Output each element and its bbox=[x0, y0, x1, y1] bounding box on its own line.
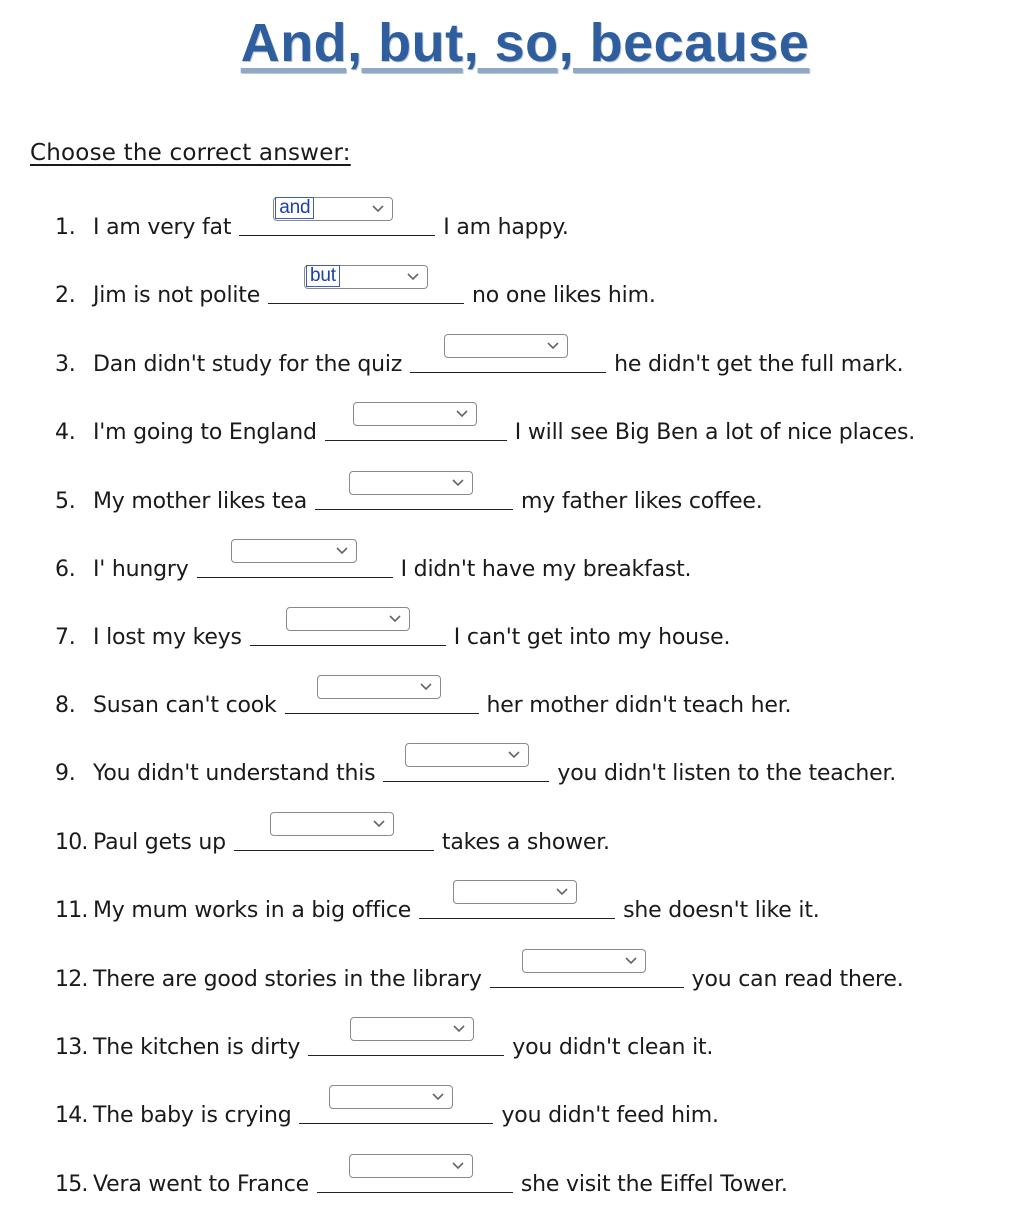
question-number: 11. bbox=[55, 898, 88, 923]
question-text-before: The baby is crying bbox=[93, 1103, 292, 1128]
instruction-heading: Choose the correct answer: bbox=[30, 140, 351, 166]
answer-dropdown[interactable] bbox=[453, 880, 577, 904]
answer-dropdown[interactable] bbox=[349, 471, 473, 495]
answer-dropdown[interactable] bbox=[350, 1017, 474, 1041]
answer-blank bbox=[490, 957, 684, 988]
selected-answer: and bbox=[275, 197, 314, 219]
answer-blank bbox=[250, 615, 446, 646]
question-text-after: my father likes coffee. bbox=[521, 489, 763, 514]
answer-blank bbox=[383, 751, 549, 782]
answer-dropdown[interactable] bbox=[405, 743, 529, 767]
chevron-down-icon bbox=[419, 679, 433, 693]
answer-dropdown[interactable] bbox=[270, 812, 394, 836]
question-text-after: you didn't feed him. bbox=[501, 1103, 719, 1128]
chevron-down-icon bbox=[451, 475, 465, 489]
chevron-down-icon bbox=[372, 816, 386, 830]
answer-blank bbox=[299, 1093, 493, 1124]
question-8 bbox=[55, 678, 791, 718]
answer-blank bbox=[410, 342, 606, 373]
chevron-down-icon bbox=[624, 953, 638, 967]
question-14 bbox=[55, 1088, 719, 1128]
answer-dropdown[interactable] bbox=[273, 197, 393, 221]
question-15 bbox=[55, 1157, 788, 1197]
question-text-after: no one likes him. bbox=[472, 283, 656, 308]
chevron-down-icon bbox=[555, 884, 569, 898]
answer-blank bbox=[419, 888, 615, 919]
answer-blank bbox=[239, 197, 435, 236]
answer-blank bbox=[285, 683, 479, 714]
answer-dropdown[interactable] bbox=[329, 1085, 453, 1109]
question-text-after: I can't get into my house. bbox=[453, 625, 731, 650]
chevron-down-icon bbox=[371, 201, 385, 215]
question-6 bbox=[55, 542, 691, 582]
answer-dropdown[interactable] bbox=[349, 1154, 473, 1178]
question-7 bbox=[55, 610, 730, 650]
answer-dropdown[interactable] bbox=[231, 539, 357, 563]
chevron-down-icon bbox=[546, 338, 560, 352]
answer-dropdown[interactable] bbox=[304, 265, 428, 289]
answer-blank bbox=[197, 547, 393, 578]
answer-dropdown[interactable] bbox=[317, 675, 441, 699]
question-text-before: My mother likes tea bbox=[93, 489, 308, 514]
question-13 bbox=[55, 1020, 713, 1060]
question-10 bbox=[55, 815, 610, 855]
chevron-down-icon bbox=[452, 1021, 466, 1035]
question-12 bbox=[55, 952, 904, 992]
question-number: 3. bbox=[55, 352, 76, 377]
chevron-down-icon bbox=[335, 543, 349, 557]
chevron-down-icon bbox=[406, 269, 420, 283]
question-number: 9. bbox=[55, 761, 76, 786]
question-number: 12. bbox=[55, 967, 88, 992]
selected-answer: but bbox=[306, 265, 340, 287]
question-text-before: You didn't understand this bbox=[93, 761, 376, 786]
chevron-down-icon bbox=[455, 406, 469, 420]
question-11 bbox=[55, 883, 820, 923]
question-4 bbox=[55, 405, 915, 445]
answer-blank bbox=[308, 1025, 504, 1056]
answer-blank bbox=[268, 265, 464, 304]
question-number: 13. bbox=[55, 1035, 88, 1060]
question-number: 6. bbox=[55, 557, 76, 582]
question-1 bbox=[55, 197, 569, 240]
answer-blank bbox=[234, 820, 434, 851]
question-number: 14. bbox=[55, 1103, 88, 1128]
answer-blank bbox=[325, 410, 507, 441]
question-text-before: Paul gets up bbox=[93, 830, 226, 855]
question-number: 15. bbox=[55, 1172, 88, 1197]
answer-blank bbox=[315, 479, 513, 510]
question-text-after: she doesn't like it. bbox=[623, 898, 820, 923]
question-number: 4. bbox=[55, 420, 76, 445]
question-text-after: I will see Big Ben a lot of nice places. bbox=[514, 420, 916, 445]
question-text-after: I didn't have my breakfast. bbox=[400, 557, 692, 582]
question-number: 5. bbox=[55, 489, 76, 514]
question-number: 7. bbox=[55, 625, 76, 650]
answer-dropdown[interactable] bbox=[353, 402, 477, 426]
question-text-before: My mum works in a big office bbox=[93, 898, 412, 923]
question-text-before: Vera went to France bbox=[93, 1172, 309, 1197]
worksheet-title: And, but, so, because bbox=[240, 13, 810, 73]
question-text-after: her mother didn't teach her. bbox=[486, 693, 792, 718]
question-number: 2. bbox=[55, 283, 76, 308]
question-3 bbox=[55, 337, 903, 377]
answer-dropdown[interactable] bbox=[444, 334, 568, 358]
answer-blank bbox=[317, 1162, 513, 1193]
chevron-down-icon bbox=[507, 747, 521, 761]
question-text-before: Dan didn't study for the quiz bbox=[93, 352, 403, 377]
question-text-before: I lost my keys bbox=[93, 625, 242, 650]
chevron-down-icon bbox=[451, 1158, 465, 1172]
question-text-after: you didn't clean it. bbox=[512, 1035, 714, 1060]
chevron-down-icon bbox=[388, 611, 402, 625]
question-text-before: I am very fat bbox=[93, 215, 232, 240]
question-text-before: The kitchen is dirty bbox=[93, 1035, 301, 1060]
question-5 bbox=[55, 474, 763, 514]
question-number: 1. bbox=[55, 215, 76, 240]
question-9 bbox=[55, 746, 896, 786]
question-text-before: Susan can't cook bbox=[93, 693, 277, 718]
answer-dropdown[interactable] bbox=[522, 949, 646, 973]
question-text-before: Jim is not polite bbox=[93, 283, 261, 308]
question-number: 10. bbox=[55, 830, 88, 855]
question-text-after: takes a shower. bbox=[441, 830, 610, 855]
question-text-after: she visit the Eiffel Tower. bbox=[520, 1172, 788, 1197]
chevron-down-icon bbox=[431, 1089, 445, 1103]
question-text-after: I am happy. bbox=[443, 215, 569, 240]
question-text-after: he didn't get the full mark. bbox=[614, 352, 904, 377]
question-2 bbox=[55, 265, 656, 308]
answer-dropdown[interactable] bbox=[286, 607, 410, 631]
question-text-before: There are good stories in the library bbox=[93, 967, 482, 992]
question-number: 8. bbox=[55, 693, 76, 718]
question-text-before: I' hungry bbox=[93, 557, 189, 582]
question-text-after: you can read there. bbox=[691, 967, 904, 992]
question-text-after: you didn't listen to the teacher. bbox=[557, 761, 897, 786]
question-text-before: I'm going to England bbox=[93, 420, 317, 445]
